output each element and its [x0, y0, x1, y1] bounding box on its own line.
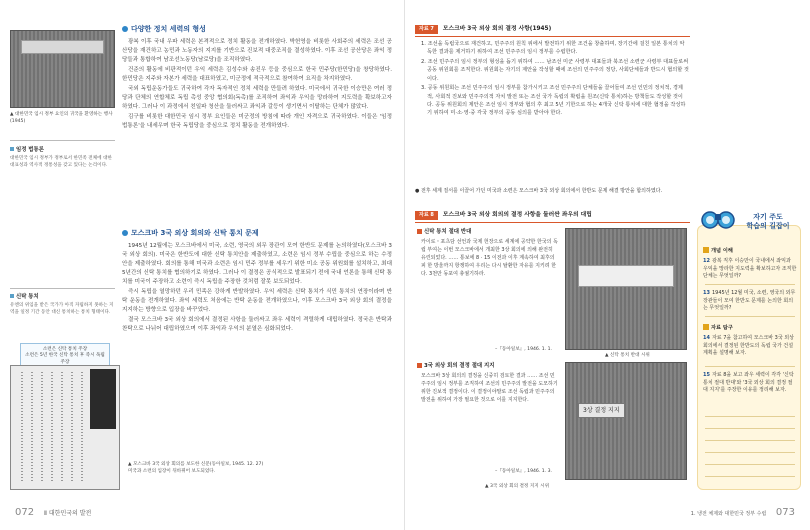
memo-note: 소련은 신탁 통치 주장 소련은 5년 한국 신탁 통치 후 즉시 독립 주장	[20, 343, 110, 370]
paragraph: 건준의 활동에 비판적이던 우익 세력은 김성수와 송진우 등을 중심으로 한국 민주당(한민당)을 창당하였다. 한민당은 지주와 자본가 세력을 대표하였고, 미군정에 적극적으로 참여하여 요직을 차지하였다.	[122, 67, 392, 83]
source7-header	[415, 24, 551, 35]
step-label: 자료 탐구	[711, 325, 733, 331]
source8-text1: 카이로・포츠담 선언과 국제 헌장으로 세계에 공약한 한국의 독립 부여는 이번 모스크바에서 개최한 3상 회의에 의해 완전히 유린되었다. …… 통보에 8 · 15 이전과 이후 계속하여 최후의 피 한 방울까지 항쟁하여 우리는 다시 탈환한 자유를 지키려 한다. 3천만 동포여 총궐기하라.	[421, 239, 558, 278]
question-number: 13	[703, 290, 710, 296]
photo-caption: ▲ 신탁 통치 반대 시위	[605, 353, 650, 358]
source-title: 모스크바 3국 외상 회의의 결정 사항을 둘러싼 좌우의 대립	[442, 212, 592, 218]
paragraph: 즉시 독립을 열망하던 우리 민족은 강하게 반발하였다. 우익 세력은 신탁 통치가 식민 통치의 연장이라며 반탁 운동을 전개하였다. 좌익 세력도 처음에는 반탁 운동을 전개하였으나, 이후 모스크바 3국 외상 회의 결정을 지지하는 방향으로 입장을 바꾸었다.	[122, 289, 392, 314]
welcome-ceremony-photo	[10, 30, 115, 108]
page-number: 073	[775, 506, 795, 518]
panel-title-line: 학습의 길잡이	[746, 222, 790, 231]
panel-question	[703, 335, 797, 358]
panel-title-line: 자기 주도	[753, 213, 783, 221]
sidebox-text: 유엔의 위임을 받은 국가가 아직 자립하지 못하는 지역을 일정 기간 동안 대신 통치하는 통치 형태이다.	[10, 303, 114, 315]
question-text: 자료 8을 보고 좌우 세력이 각각 '신탁 통치 절대 반대'와 '3국 외상 회의 결정 절대 지지'를 주장한 이유를 정리해 보자.	[703, 372, 794, 393]
citation: –『동아일보』, 1946. 1. 1.	[495, 347, 552, 352]
panel-question	[703, 258, 797, 281]
sidebox-text: 대한민국 임시 정부가 정부로서 한민족 전체에 대한 대표성과 역사적 정통성을 갖고 있다는 논리이다.	[10, 156, 112, 168]
page-number: 072	[15, 506, 35, 518]
paragraph: 김구를 비롯한 대한민국 임시 정부 요인들은 미군정의 방침에 따라 개인 자격으로 귀국하였다. 이들은 '임정 법통론'을 내세우며 한국 독립당을 중심으로 정치 활동을 전개하였다.	[122, 114, 392, 130]
pro-decision-photo	[565, 362, 687, 480]
sidebox-title: 신탁 통치	[10, 293, 39, 301]
question-number: 14	[703, 335, 710, 341]
sidebox-title: 임정 법통론	[10, 146, 44, 154]
footer-text: Ⅱ 대한민국의 발전	[44, 509, 92, 517]
panel-step	[703, 324, 733, 332]
citation: –『동아일보』, 1946. 1. 3.	[495, 469, 552, 474]
footer	[691, 505, 795, 521]
question-text: 광복 직후 이승만이 국내에서 좌익과 우익을 망라한 지도력을 확보하고자 조직한 단체는 무엇일까?	[703, 258, 797, 279]
paragraph: 광복 이후 국내 우파 세력은 본격적으로 정치 활동을 전개하였다. 박헌영을 비롯한 사회주의 세력은 조선 공산당을 재건하고 농민과 노동자의 지지를 기반으로 진보적 대중조직을 결성하였다. 이후 조선 공산당은 좌익 정당들과 통합하여 남조선노동당(남로당)을 조직하였다.	[122, 39, 392, 64]
section2-body	[122, 242, 392, 335]
footer-text: 1. 냉전 체제와 대한민국 정부 수립	[690, 510, 767, 517]
section1-body	[122, 38, 392, 132]
binoculars-icon	[701, 208, 735, 230]
anti-trusteeship-photo	[565, 228, 687, 350]
source7-text	[421, 40, 689, 119]
source8-header	[415, 210, 592, 221]
right-page	[405, 0, 810, 530]
source-tag: 자료 7	[415, 25, 438, 34]
newspaper-image	[10, 365, 120, 490]
source8-text2: 모스크바 3상 회의의 결정을 신중히 검토한 결과 …… 조선 민주주의 임시 정부를 조직하여 조선의 민주주의 발전을 도모하기 위한 진보적 결정이다. 이 결정이야말로 조선 독립과 민주주의 발전을 위하여 가장 필요한 것으로 이를 지지한다.	[421, 373, 558, 404]
source-tag: 자료 8	[415, 211, 438, 220]
photo-caption: ▲ 3국 외상 회의 결정 지지 시위	[485, 484, 550, 489]
news-caption: ▲ 모스크바 3국 외상 회의를 보도한 신문(동아일보, 1945. 12. 27) 미국과 소련의 입장이 뒤바뀌어 보도되었다.	[128, 462, 264, 474]
source7-question: ● 전후 세계 질서를 이끌어 가던 미국과 소련은 모스크바 3국 외상 회의에서 한반도 문제 해결 방안을 합의하였다.	[415, 188, 663, 194]
question-number: 15	[703, 372, 710, 378]
question-text: 자료 7을 참고하여 모스크바 3국 외상 회의에서 결정된 한반도의 독립 국가 건설 계획을 설명해 보자.	[703, 335, 794, 356]
footer	[15, 505, 91, 521]
panel-question	[703, 290, 797, 313]
paragraph: 국외 독립운동가들도 귀국하여 각자 독자적인 정치 세력을 만들려 하였다. 미국에서 귀국한 이승만은 여러 정당과 단체의 연합체로 독립 촉성 중앙 협의회(독촉)를 조직하여 좌익과 우익을 망라하여 지도력을 확보하고자 하였다. 그러나 이 과정에서 친일파 청산을 둘러싸고 좌익과 갈등이 생기면서 이탈하는 단체가 많았다.	[122, 86, 392, 111]
step-label: 개념 이해	[711, 248, 733, 254]
panel-question	[703, 372, 797, 395]
source-title: 모스크바 3국 외상 회의 결정 사항(1945)	[442, 26, 552, 32]
question-number: 12	[703, 258, 710, 264]
protest-sign: 3상 결정 지지	[578, 403, 625, 418]
panel-step	[703, 247, 733, 255]
subheading: 3국 외상 회의 결정 절대 지지	[417, 362, 494, 370]
source-item: 1. 조선을 독립국으로 재건하고, 민주주의 원칙 위에서 발전하기 위한 조건을 창출하며, 장기간에 걸친 일본 통치의 악독한 결과를 제거하기 위하여 조선 민주주의 임시 정부를 수립한다.	[421, 41, 685, 56]
source-item: 2. 조선 민주주의 임시 정부의 형성을 돕기 위하여 …… 남조선 미군 사령부 대표들과 북조선 소련군 사령부 대표들로써 공동 위원회를 조직한다. 위원회는 자기의 제안을 작성할 때에 조선의 민주주의 정당, 사회단체들과 반드시 협의할 것이다.	[421, 58, 689, 82]
panel-title	[737, 213, 799, 231]
paragraph: 결국 모스크바 3국 외상 회의에서 결정된 사항을 둘러싸고 좌우 세력이 격렬하게 대립하였다. 정국은 반탁과 찬탁으로 나뉘어 대립하였으며 이후 좌익과 우익의 분열은 심화되었다.	[122, 317, 392, 333]
question-text: 1945년 12월 미국, 소련, 영국의 외무 장관들이 모여 한반도 문제를 논의한 회의는 무엇일까?	[703, 290, 796, 311]
section-heading: 모스크바 3국 외상 회의와 신탁 통치 문제	[122, 228, 259, 239]
subheading: 신탁 통치 절대 반대	[417, 228, 471, 236]
paragraph: 1945년 12월에는 모스크바에서 미국, 소련, 영국의 외무 장관이 모여 한반도 문제를 논의하였다(모스크바 3국 외상 회의). 미국은 한반도에 대한 신탁 통치안을 제출하였고, 소련은 임시 정부 수립을 중심으로 하는 수정안을 제출하였다. 회의를 통해 미국과 소련은 임시 민주 정부를 세우기 위한 미소 공동 위원회를 설치하고, 최대 5년간의 신탁 통치를 협의하기로 하였다. 그러나 이 결정은 공식적으로 발표되기 전에 국내 언론을 통해 신탁 통치를 미국이 주장하고 소련이 즉시 독립을 주장한 것처럼 잘못 보도되었다.	[122, 243, 392, 286]
source-item: 3. 공동 위원회는 조선 민주주의 임시 정부를 참가시키고 조선 민주주의 단체들을 끌어들여 조선 인민의 정치적, 경제적, 사회적 진보와 민주주의적 자치 발전 또는 조선 국가 독립의 확립을 원조(신탁 통치)하는 방책들도 작성할 것이다. 공동 위원회의 제안은 조선 임시 정부와 협의 후 최고 5년 기한으로 하는 4개국 신탁 통치에 대한 협정을 작성하기 위하여 미·소·영·중 각국 정부의 공동 심의를 받아야 한다.	[421, 85, 686, 117]
photo-caption: ▲ 대한민국 임시 정부 요인의 귀국을 환영하는 행사(1945)	[10, 112, 113, 124]
section-heading: 다양한 정치 세력의 형성	[122, 24, 206, 35]
